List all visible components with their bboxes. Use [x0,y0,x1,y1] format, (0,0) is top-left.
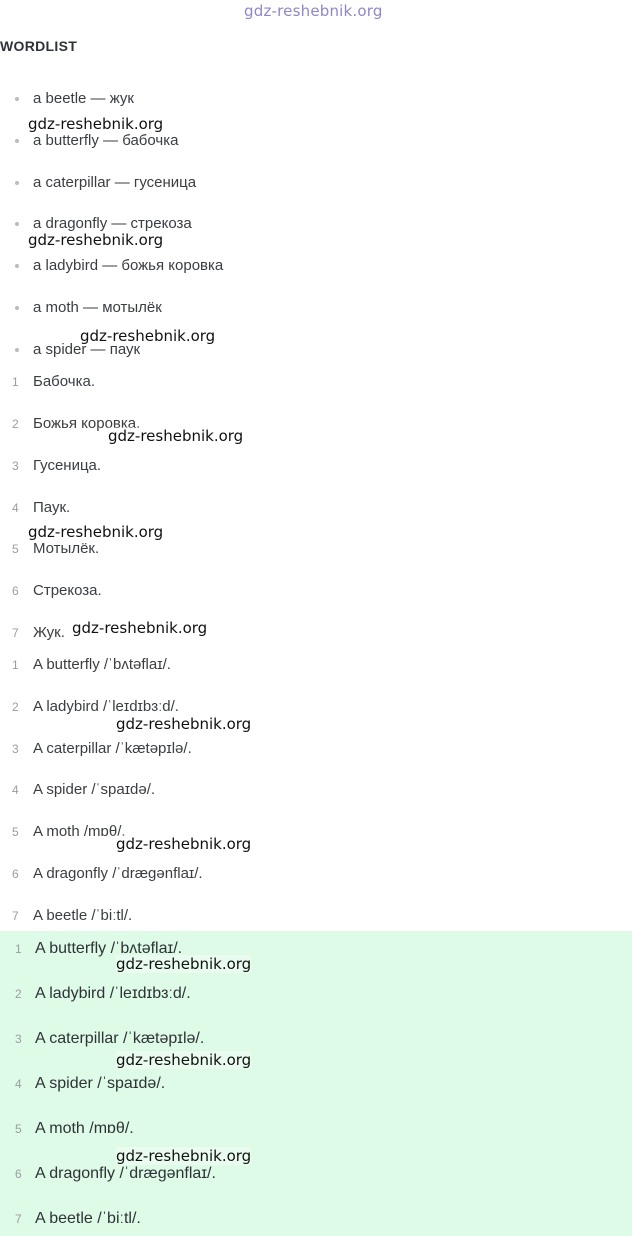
bullet-icon [15,222,19,226]
wordlist-item [0,297,632,319]
wordlist-text: a spider — паук [33,341,141,358]
answer-text: A moth /mɒθ/. [35,1120,134,1137]
item-number: 5 [12,825,19,839]
item-number: 4 [15,1077,22,1091]
translation-text: Паук. [33,499,71,516]
item-number: 6 [12,867,19,881]
item-number: 7 [12,909,19,923]
watermark-text: gdz-reshebnik.org [28,231,164,249]
answer-item [0,1208,632,1230]
item-number: 2 [12,700,19,714]
item-number: 4 [12,783,19,797]
item-number: 3 [12,459,19,473]
answer-item [0,1163,632,1185]
answer-item [0,1118,632,1140]
watermark-text: gdz-reshebnik.org [116,955,252,973]
item-number: 1 [12,658,19,672]
item-number: 1 [12,375,19,389]
translation-item [0,455,632,477]
item-number: 6 [15,1167,22,1181]
item-number: 5 [12,542,19,556]
item-number: 7 [15,1212,22,1226]
answer-item [0,938,632,960]
transcription-text: A butterfly /ˈbʌtəflaɪ/. [33,656,171,673]
watermark-text: gdz-reshebnik.org [116,1051,252,1069]
wordlist-item [0,172,632,194]
translation-text: Мотылёк. [33,540,100,557]
wordlist-text: a ladybird — божья коровка [33,257,224,274]
translation-item [0,497,632,519]
item-number: 5 [15,1122,22,1136]
transcription-item [0,654,632,676]
answer-box [0,931,632,1236]
answer-text: A spider /ˈspaɪdə/. [35,1075,166,1092]
bullet-icon [15,348,19,352]
translation-text: Жук. [33,624,65,641]
transcription-text: A spider /ˈspaɪdə/. [33,781,156,798]
answer-item [0,1073,632,1095]
answer-text: A butterfly /ˈbʌtəflaɪ/. [35,940,183,957]
bullet-icon [15,139,19,143]
translation-text: Бабочка. [33,373,96,390]
translation-item [0,371,632,393]
bullet-icon [15,97,19,101]
translation-text: Гусеница. [33,457,102,474]
watermark-text: gdz-reshebnik.org [116,1147,252,1165]
answer-text: A beetle /ˈbiːtl/. [35,1210,141,1227]
answer-text: A caterpillar /ˈkætəpɪlə/. [35,1030,205,1047]
translation-item [0,538,632,560]
watermark-text: gdz-reshebnik.org [80,327,216,345]
translation-text: Божья коровка. [33,415,141,432]
wordlist-item [0,88,632,110]
item-number: 2 [15,987,22,1001]
answer-item [0,1028,632,1050]
bullet-icon [15,306,19,310]
item-number: 2 [12,417,19,431]
transcription-text: A dragonfly /ˈdrægənflaɪ/. [33,865,203,882]
item-number: 1 [15,942,22,956]
transcription-item [0,905,632,927]
transcription-text: A ladybird /ˈleɪdɪbɜːd/. [33,698,179,715]
wordlist-text: a butterfly — бабочка [33,132,179,149]
answer-text: A dragonfly /ˈdrægənflaɪ/. [35,1165,216,1182]
transcription-item [0,738,632,760]
transcription-text: A caterpillar /ˈkætəpɪlə/. [33,740,192,757]
wordlist-item [0,130,632,152]
watermark-text: gdz-reshebnik.org [108,427,244,445]
wordlist-text: a beetle — жук [33,90,134,107]
watermark-text: gdz-reshebnik.org [72,619,208,637]
top-watermark: gdz-reshebnik.org [244,2,383,20]
wordlist-text: a moth — мотылёк [33,299,162,316]
transcription-item [0,696,632,718]
translation-text: Стрекоза. [33,582,102,599]
item-number: 3 [12,742,19,756]
transcription-text: A moth /mɒθ/. [33,823,126,840]
item-number: 6 [12,584,19,598]
transcription-item [0,863,632,885]
item-number: 3 [15,1032,22,1046]
wordlist-heading: WORDLIST [0,38,78,54]
bullet-icon [15,181,19,185]
item-number: 7 [12,626,19,640]
transcription-text: A beetle /ˈbiːtl/. [33,907,133,924]
answer-text: A ladybird /ˈleɪdɪbɜːd/. [35,985,191,1002]
transcription-item [0,779,632,801]
wordlist-text: a caterpillar — гусеница [33,174,197,191]
watermark-text: gdz-reshebnik.org [28,523,164,541]
translation-item [0,580,632,602]
item-number: 4 [12,501,19,515]
watermark-text: gdz-reshebnik.org [28,115,164,133]
transcription-item [0,821,632,843]
answer-item [0,983,632,1005]
bullet-icon [15,264,19,268]
wordlist-item [0,255,632,277]
wordlist-text: a dragonfly — стрекоза [33,215,192,232]
watermark-text: gdz-reshebnik.org [116,835,252,853]
watermark-text: gdz-reshebnik.org [116,715,252,733]
translation-item [0,413,632,435]
